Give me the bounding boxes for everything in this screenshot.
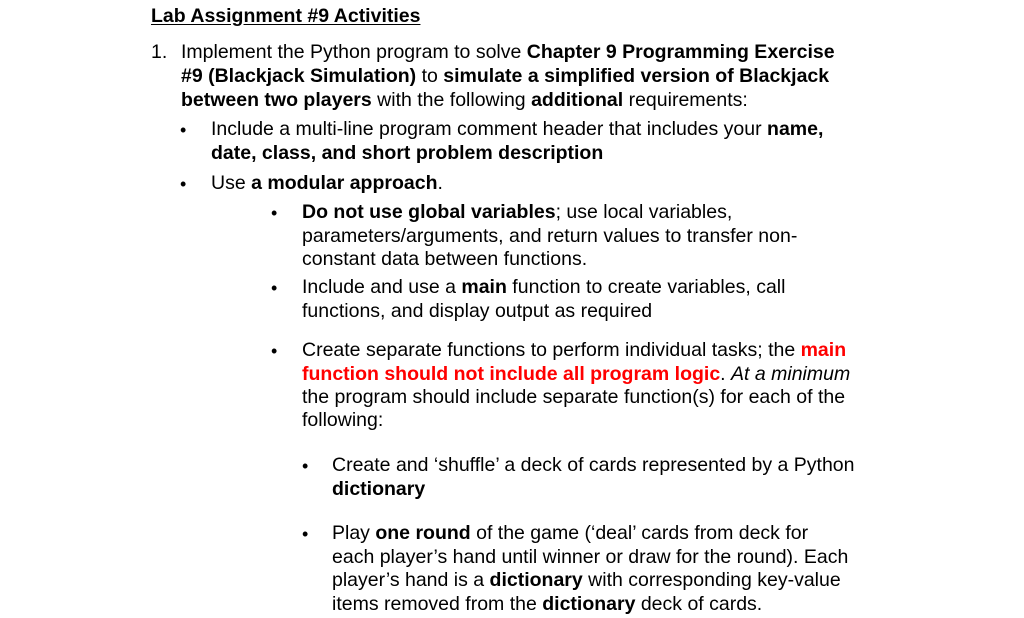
sub-sub-bullet-line xyxy=(332,568,841,592)
paragraph-line xyxy=(181,40,835,64)
bold-text: between two players xyxy=(181,89,372,111)
text: with the following xyxy=(371,89,532,111)
text: function to create variables, call xyxy=(506,276,786,298)
sub-bullet-line: constant data between functions. xyxy=(302,248,588,270)
bold-text: dictionary xyxy=(332,478,426,500)
sub-bullet-line xyxy=(302,275,785,299)
sub-sub-bullet-line xyxy=(332,592,762,616)
highlight-text: main xyxy=(800,339,847,361)
text: deck of cards. xyxy=(635,593,763,615)
bullet-icon: • xyxy=(302,524,309,544)
bold-text: one round xyxy=(375,522,471,544)
page-title: Lab Assignment #9 Activities xyxy=(151,5,421,27)
text: with corresponding key-value xyxy=(582,569,841,591)
bold-text: Do not use global variables xyxy=(302,201,556,223)
bold-text: additional xyxy=(531,89,624,111)
bold-text: simulate a simplified version of Blackjack xyxy=(443,65,830,87)
paragraph-line xyxy=(181,64,829,88)
paragraph-line xyxy=(181,88,748,112)
bold-text: name, xyxy=(767,118,824,140)
list-number: 1. xyxy=(151,41,168,63)
text: Play xyxy=(332,522,376,544)
sub-bullet-line xyxy=(302,338,846,362)
text: to xyxy=(416,65,444,87)
text: player’s hand is a xyxy=(332,569,490,591)
sub-sub-bullet-line: each player’s hand until winner or draw for the round). Each xyxy=(332,546,849,568)
text: Include a multi-line program comment header that includes your xyxy=(211,118,768,140)
text: . xyxy=(437,172,443,194)
sub-bullet-line: functions, and display output as required xyxy=(302,300,653,322)
sub-bullet-line: the program should include separate function(s) for each of the xyxy=(302,386,846,408)
text: items removed from the xyxy=(332,593,543,615)
sub-sub-bullet-line: Create and ‘shuffle’ a deck of cards represented by a Python xyxy=(332,454,855,476)
text: requirements: xyxy=(623,89,748,111)
bullet-icon: • xyxy=(180,120,187,140)
sub-sub-bullet-line xyxy=(332,477,425,501)
text: ; use local variables, xyxy=(555,201,733,223)
bullet-icon: • xyxy=(271,341,278,361)
text: Implement the Python program to solve xyxy=(181,41,527,63)
bold-text: Chapter 9 Programming Exercise xyxy=(526,41,835,63)
bold-text: main xyxy=(461,276,507,298)
bullet-icon: • xyxy=(271,203,278,223)
sub-bullet-line xyxy=(302,200,732,224)
text: . xyxy=(720,363,732,385)
bold-text: dictionary xyxy=(542,593,636,615)
bullet-icon: • xyxy=(180,174,187,194)
sub-bullet-line: following: xyxy=(302,409,384,431)
text: Include and use a xyxy=(302,276,462,298)
bullet-icon: • xyxy=(302,456,309,476)
bold-text: #9 (Blackjack Simulation) xyxy=(181,65,417,87)
bullet-icon: • xyxy=(271,278,278,298)
highlight-text: function should not include all program logic xyxy=(302,363,721,385)
bold-text: a modular approach xyxy=(251,172,438,194)
italic-text: At a minimum xyxy=(731,363,851,385)
text: Use xyxy=(211,172,252,194)
sub-sub-bullet-line xyxy=(332,521,808,545)
bullet-line xyxy=(211,171,443,195)
bullet-line xyxy=(211,141,603,165)
text: of the game (‘deal’ cards from deck for xyxy=(470,522,809,544)
bullet-line xyxy=(211,117,823,141)
sub-bullet-line xyxy=(302,362,850,386)
bold-text: date, class, and short problem description xyxy=(211,142,604,164)
text: Create separate functions to perform individual tasks; the xyxy=(302,339,801,361)
sub-bullet-line: parameters/arguments, and return values to transfer non- xyxy=(302,225,798,247)
bold-text: dictionary xyxy=(489,569,583,591)
